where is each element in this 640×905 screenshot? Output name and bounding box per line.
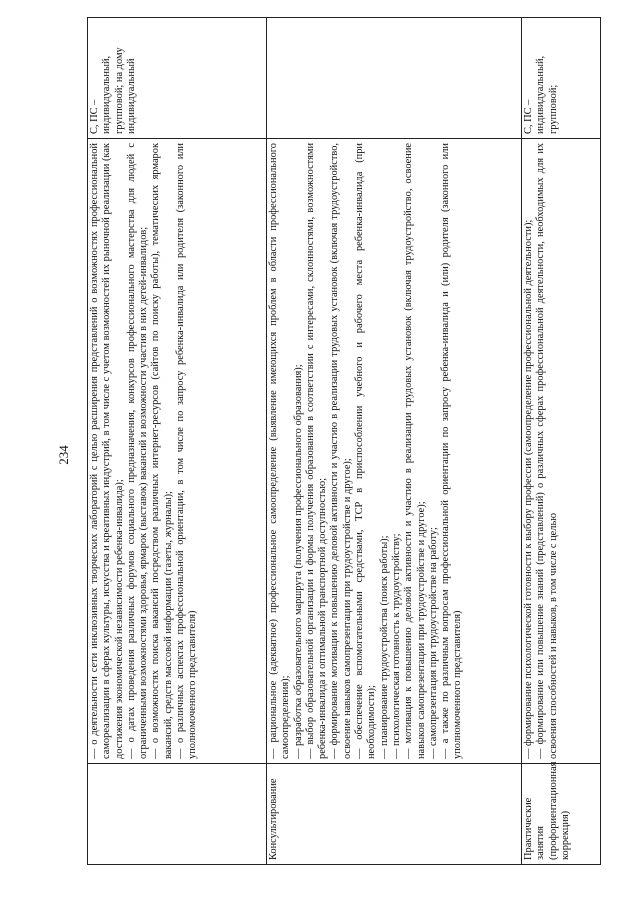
service-content-cell xyxy=(88,139,267,764)
list-item: — формирование мотивации к повышению деловой активности и участию в реализации трудовых установок (включая трудоустройство, освоение навыков самопрезентации при трудоустройстве и другое); xyxy=(329,143,353,759)
list-item: — о возможностях поиска вакансий посредством различных интернет-ресурсов (сайтов по поиску работы), тематических ярмарок вакансий, средств массовой информации (газеты, журналы); xyxy=(150,143,174,759)
service-name-cell: Практические занятия (профориентационная коррекция) xyxy=(522,764,601,865)
list-item: — психологическая готовность к трудоустройству; xyxy=(390,533,402,759)
list-item: — а также по различным вопросам профессиональной ориентации по запросу ребенка-инвалида и (или) родителя (законного или уполномоченного представителя) xyxy=(440,143,464,759)
page-number: 234 xyxy=(56,445,71,465)
table-row xyxy=(267,18,522,865)
service-name-cell xyxy=(88,764,267,865)
service-name-cell: Консультирование xyxy=(267,764,522,865)
list-item: — формирование психологической готовности к выбору профессии (самоопределение профессиональной деятельности); xyxy=(523,219,534,759)
list-item: — разработка образовательного маршрута (получения профессионального образования); xyxy=(292,364,304,759)
service-form-cell: С, ПС – индивидуальный, групповой; на дому индивидуальный xyxy=(88,18,267,139)
service-content-cell xyxy=(267,139,522,764)
list-item: — самопрезентация при трудоустройстве на работу; xyxy=(427,527,439,759)
services-table xyxy=(87,17,601,865)
list-item: — о различных аспектах профессиональной ориентации, в том числе по запросу ребенка-инвалида или родителя (законного или уполномоченного представителя) xyxy=(175,143,199,759)
list-item: — мотивация к повышению деловой активности и участию в реализации трудовых установок (включая трудоустройство, освоение навыков самопрезентации при трудоустройстве и другое); xyxy=(403,143,427,759)
list-item: — о деятельности сети инклюзивных творческих лабораторий с целью расширения представлений о возможностях профессиональной самореализации в сферах культуры, искусства и креативных индустрий, в том числе с учетом возможностей их рыночной реализации (как достижения экономической независимости ребенка-инвалида); xyxy=(89,143,125,759)
rotated-page xyxy=(55,45,595,865)
list-item: — выбор образовательной организации и формы получения образования в соответствии с интересами, склонностями, возможностями ребенка-инвалида и оптимальной транспортной доступностью; xyxy=(304,143,329,759)
list-item: — планирование трудоустройства (поиск работы); xyxy=(378,535,390,759)
service-content-cell xyxy=(522,139,601,764)
list-item: — формирование или повышение знаний (представлений) о различных сферах профессиональной деятельности, необходимых для их освоения способностей и навыков, в том числе с целью xyxy=(535,143,559,759)
table-row xyxy=(88,18,267,865)
table-row xyxy=(522,18,601,865)
list-item: — обеспечение вспомогательными средствами, ТСР в приспособлении учебного и рабочего места ребенка-инвалида (при необходимости); xyxy=(354,143,378,759)
list-item: — о датах проведения различных форумов социального предназначения, конкурсов профессионального мастерства для людей с ограниченными возможностями здоровья, ярмарок (выставок) вакансий и возможности участия в них детей-инвалидов; xyxy=(125,143,150,759)
service-form-cell xyxy=(267,18,522,139)
service-form-cell: С, ПС – индивидуальный, групповой; xyxy=(522,18,601,139)
list-item: — рациональное (адекватное) профессиональное самоопределение (выявление имеющихся проблем в области профессионального самоопределения); xyxy=(268,143,292,759)
